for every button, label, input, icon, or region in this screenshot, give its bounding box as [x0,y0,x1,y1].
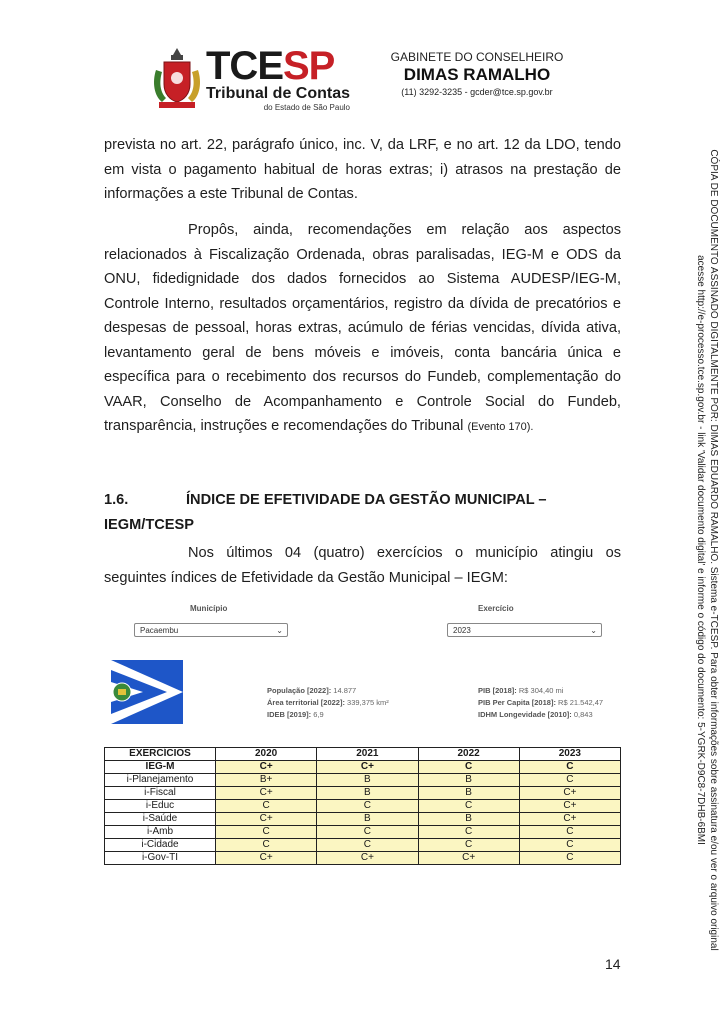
signature-line-2: acesse http://e-processo.tce.sp.gov.br - link 'Validar documento digital' e informe o código do documento: 5-YGRK-D9C8-7DHB-6BMI [695,255,706,845]
table-cell: C [418,839,519,852]
iegm-table [104,747,621,865]
stat-ideb: IDEB [2019]: 6,9 [267,710,324,719]
table-cell: C+ [216,761,317,774]
table-header: 2021 [317,748,418,761]
table-cell: C [418,826,519,839]
section-heading [104,488,621,537]
table-cell: C+ [519,800,620,813]
table-header: 2023 [519,748,620,761]
logo-subtitle: Tribunal de Contas [206,85,351,102]
table-cell: C+ [519,813,620,826]
row-label: i-Planejamento [105,774,216,787]
table-cell: C [519,774,620,787]
signature-line-1: CÓPIA DE DOCUMENTO ASSINADO DIGITALMENTE POR: DIMAS EDUARDO RAMALHO. Sistema e-TCESP. Para obter informações sobre assinatura e/ou ver o arquivo original [708,149,719,951]
paragraph-3: Nos últimos 04 (quatro) exercícios o município atingiu os seguintes índices de Efetividade da Gestão Municipal – IEGM: [104,545,621,586]
table-cell: C+ [216,787,317,800]
table-row [105,826,621,839]
row-label: IEG-M [105,761,216,774]
table-cell: C [418,800,519,813]
stat-populacao: População [2022]: 14.877 [267,686,357,695]
paragraph-2 [104,218,621,440]
logo-wordmark [206,46,350,112]
digital-signature-note [686,70,720,1030]
table-header: 2020 [216,748,317,761]
tcesp-logo [150,44,355,110]
table-cell: B [317,813,418,826]
table-row [105,774,621,787]
table-cell: C [519,761,620,774]
municipio-select[interactable] [134,623,288,637]
event-reference: (Evento 170). [467,421,534,433]
exercicio-label: Exercício [478,604,514,613]
table-cell: C+ [519,787,620,800]
row-label: i-Fiscal [105,787,216,800]
table-cell: C [519,839,620,852]
table-row [105,813,621,826]
row-label: i-Amb [105,826,216,839]
table-row [105,800,621,813]
office-title: GABINETE DO CONSELHEIRO [390,50,564,64]
stat-pib-capita: PIB Per Capita [2018]: R$ 21.542,47 [478,698,604,707]
row-label: i-Educ [105,800,216,813]
table-cell: C [317,800,418,813]
table-cell: C+ [317,852,418,865]
municipality-flag-icon [111,660,183,724]
table-header-row [105,748,621,761]
filter-bar [104,603,621,643]
stat-area: Área territorial [2022]: 339,375 km² [267,698,389,707]
table-cell: B [418,813,519,826]
table-cell: C [216,839,317,852]
chevron-down-icon: ⌄ [276,626,283,635]
table-cell: B [317,787,418,800]
table-header: EXERCÍCIOS [105,748,216,761]
table-cell: C [216,826,317,839]
table-cell: B [317,774,418,787]
page-number: 14 [605,956,621,972]
table-row [105,787,621,800]
table-cell: C [519,852,620,865]
paragraph-1: prevista no art. 22, parágrafo único, inc. V, da LRF, e no art. 12 da LDO, tendo em vista o pagamento habitual de horas extras; i) atrasos na prestação de informações a este Tribunal de Contas. [104,137,621,202]
paragraph-2-text: Propôs, ainda, recomendações em relação aos aspectos relacionados à Fiscalização Ordenada, obras paralisadas, IEG-M e ODS da ONU, fidedignidade dos dados fornecidos ao Sistema AUDESP/IEG-M, Controle Interno, resultados orçamentários, registro da dívida de precatórios e despesas de pessoal, horas extras, acúmulo de férias vencidas, dívida ativa, levantamento geral de bens móveis e imóveis, conta bancária única e específica para o recebimento dos recursos do Fundeb, complementação do VAAR, Conselho de Acompanhamento e Controle Social do Fundeb, transparência, instruções e recomendações do Tribunal [104,222,621,434]
table-cell: C+ [216,852,317,865]
table-cell: C [216,800,317,813]
municipio-label: Município [190,604,228,613]
table-cell: C [317,826,418,839]
row-label: i-Gov-TI [105,852,216,865]
row-label: i-Cidade [105,839,216,852]
office-contact: (11) 3292-3235 - gcder@tce.sp.gov.br [401,87,553,97]
logo-title: TCESP [206,44,335,88]
office-header [372,50,582,97]
section-number: 1.6. [104,492,129,508]
stat-idhm: IDHM Longevidade [2010]: 0,843 [478,710,593,719]
table-cell: C+ [317,761,418,774]
table-row [105,761,621,774]
table-cell: C [317,839,418,852]
exercicio-value: 2023 [453,626,471,635]
chevron-down-icon: ⌄ [590,626,597,635]
municipio-value: Pacaembu [140,626,179,635]
table-cell: B [418,787,519,800]
table-cell: C+ [216,813,317,826]
stat-pib: PIB [2018]: R$ 304,40 mi [478,686,564,695]
table-cell: B+ [216,774,317,787]
municipality-info [104,655,621,735]
table-cell: C [519,826,620,839]
table-cell: C [418,761,519,774]
table-cell: C+ [418,852,519,865]
table-row [105,852,621,865]
table-cell: B [418,774,519,787]
row-label: i-Saúde [105,813,216,826]
table-row [105,839,621,852]
exercicio-select[interactable] [447,623,602,637]
section-title: ÍNDICE DE EFETIVIDADE DA GESTÃO MUNICIPAL – IEGM/TCESP [104,492,547,533]
logo-state: do Estado de São Paulo [263,103,351,112]
table-header: 2022 [418,748,519,761]
councilor-name: DIMAS RAMALHO [403,65,551,84]
sao-paulo-seal-icon [150,44,204,110]
